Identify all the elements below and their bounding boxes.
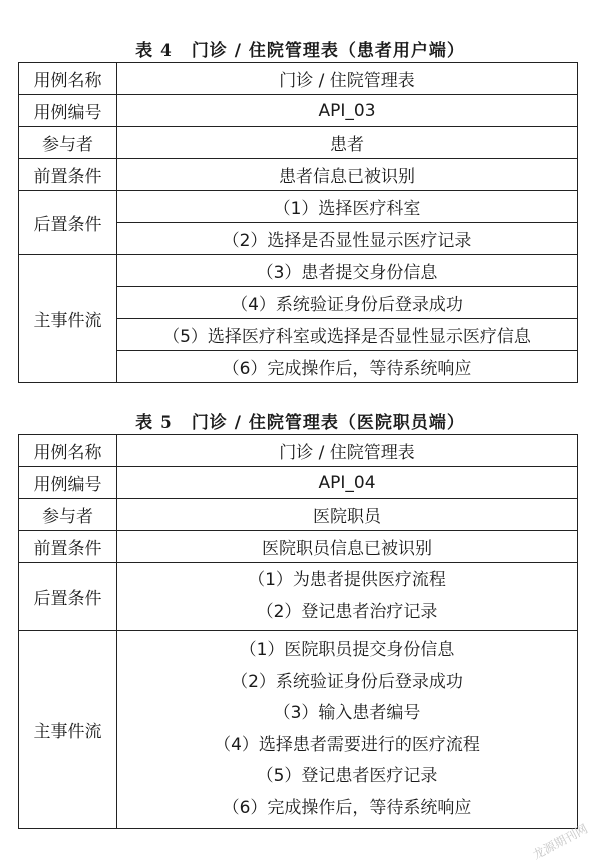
table4 (18, 62, 578, 383)
table4-label-use-case-id: 用例编号 (19, 95, 117, 127)
table5-value-use-case-name: 门诊 / 住院管理表 (117, 435, 578, 467)
table4-label-use-case-name: 用例名称 (19, 63, 117, 95)
table4-value-precondition: 患者信息已被识别 (117, 159, 578, 191)
table5 (18, 434, 578, 829)
table5-label-postcondition: 后置条件 (19, 563, 117, 631)
table4-caption (0, 36, 600, 61)
table5-label-use-case-id: 用例编号 (19, 467, 117, 499)
table4-value-actor: 患者 (117, 127, 578, 159)
table5-value-use-case-id: API_04 (117, 467, 578, 499)
table5-value-actor: 医院职员 (117, 499, 578, 531)
table5-main-flow-item: （1）医院职员提交身份信息 (239, 640, 455, 660)
table5-value-precondition: 医院职员信息已被识别 (117, 531, 578, 563)
watermark: 龙源期刊网 (530, 821, 591, 863)
table4-label-main-flow: 主事件流 (19, 255, 117, 383)
table4-postcondition-item: （2）选择是否显性显示医疗记录 (117, 223, 578, 255)
table4-postcondition-item: （1）选择医疗科室 (117, 191, 578, 223)
table5-postcondition-item: （1）为患者提供医疗流程 (248, 570, 446, 590)
table5-caption-title: 门诊 / 住院管理表（医院职员端） (191, 413, 465, 433)
table4-label-precondition: 前置条件 (19, 159, 117, 191)
table4-value-use-case-id: API_03 (117, 95, 578, 127)
table5-label-actor: 参与者 (19, 499, 117, 531)
table5-postcondition-item: （2）登记患者治疗记录 (256, 601, 438, 622)
table4-label-actor: 参与者 (19, 127, 117, 159)
table5-label-main-flow: 主事件流 (19, 631, 117, 829)
table5-postcondition-cell (117, 563, 578, 631)
table5-main-flow-item: （3）输入患者编号 (273, 703, 421, 723)
table4-main-flow-item: （3）患者提交身份信息 (117, 255, 578, 287)
table5-caption (0, 408, 600, 433)
table5-label-use-case-name: 用例名称 (19, 435, 117, 467)
table4-label-postcondition: 后置条件 (19, 191, 117, 255)
table5-main-flow-item: （4）选择患者需要进行的医疗流程 (214, 734, 480, 755)
table5-label-precondition: 前置条件 (19, 531, 117, 563)
table4-main-flow-item: （5）选择医疗科室或选择是否显性显示医疗信息 (117, 319, 578, 351)
table5-main-flow-item: （5）登记患者医疗记录 (256, 766, 438, 786)
table4-main-flow-item: （4）系统验证身份后登录成功 (117, 287, 578, 319)
table5-main-flow-cell (117, 631, 578, 829)
table4-main-flow-item: （6）完成操作后，等待系统响应 (117, 351, 578, 383)
table5-main-flow-item: （6）完成操作后，等待系统响应 (222, 797, 472, 818)
table4-caption-number: 表 4 (135, 41, 173, 61)
table4-caption-title: 门诊 / 住院管理表（患者用户端） (191, 41, 465, 61)
table5-caption-number: 表 5 (135, 413, 173, 433)
table5-main-flow-item: （2）系统验证身份后登录成功 (231, 671, 463, 692)
table4-value-use-case-name: 门诊 / 住院管理表 (117, 63, 578, 95)
